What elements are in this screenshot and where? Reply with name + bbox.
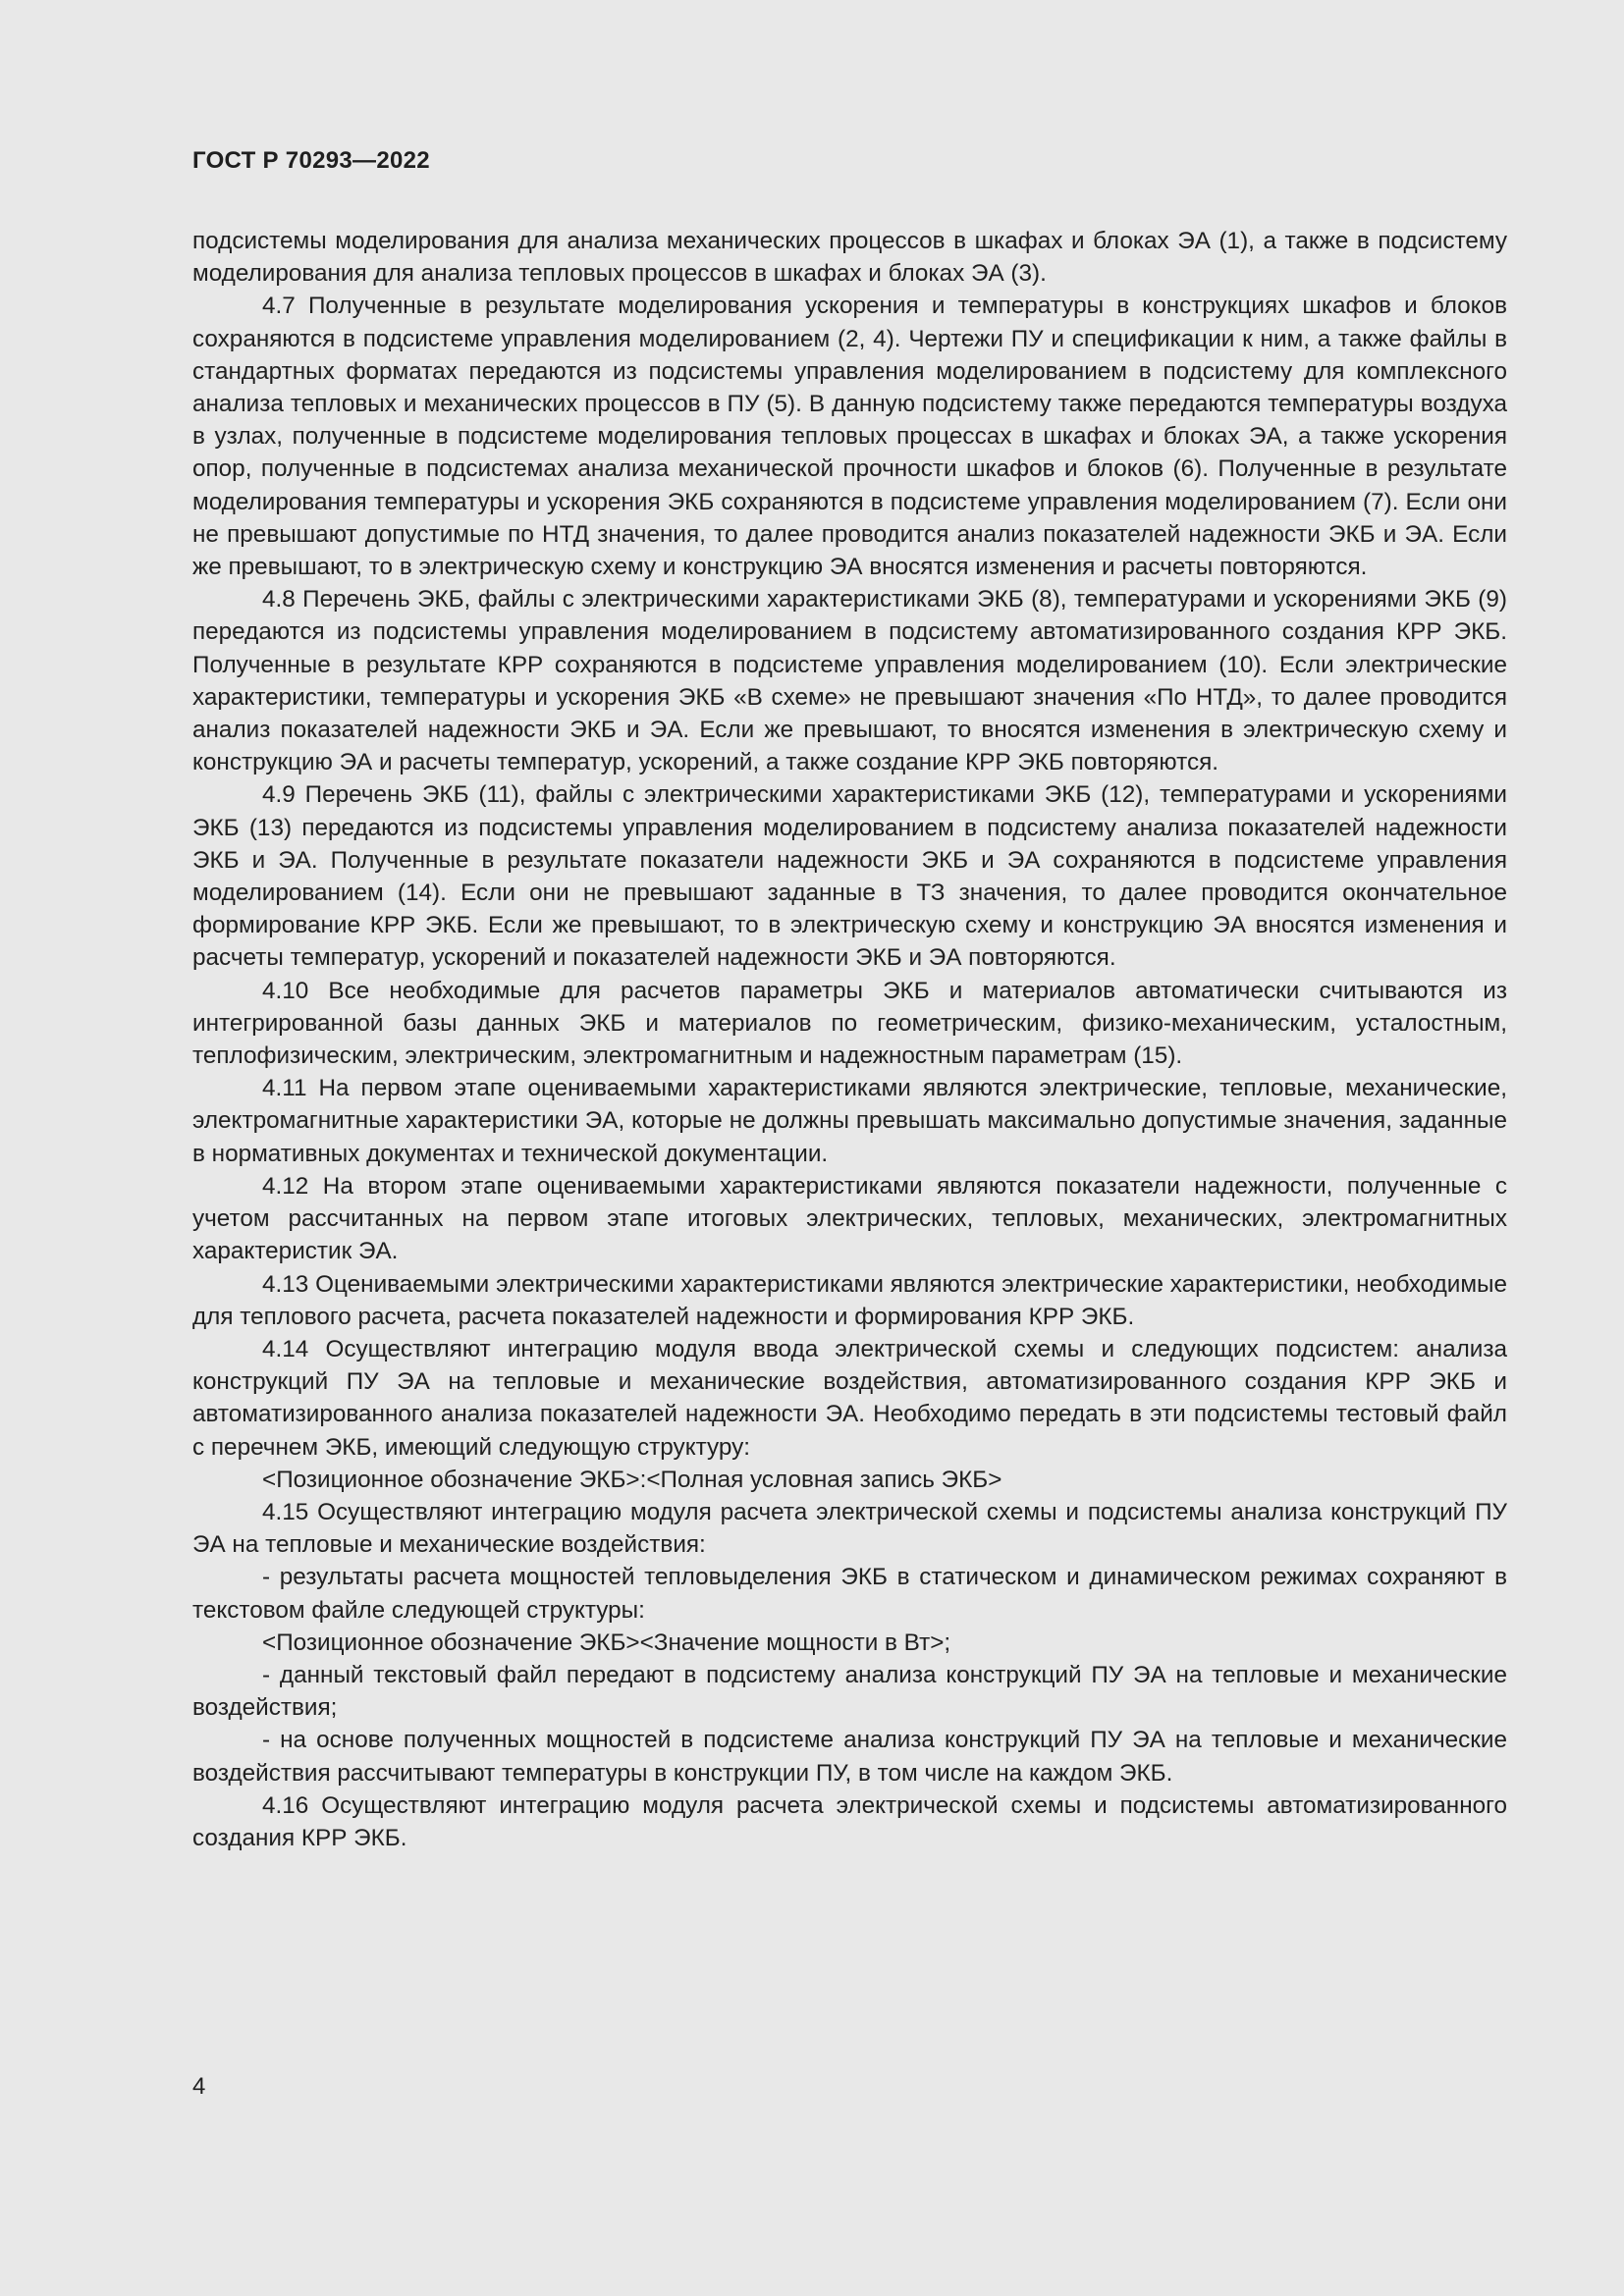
paragraph-4-7: 4.7 Полученные в результате моделирования ускорения и температуры в конструкциях шкафов и блоков сохраняются в подсистеме управления моделированием (2, 4). Чертежи ПУ и спецификации к ним, а также файлы в стандартных форматах передаются из подсистемы управления моделированием в подсистему для комплексного анализа тепловых и механических процессов в ПУ (5). В данную подсистему также передаются температуры воздуха в узлах, полученные в подсистеме моделирования тепловых процессах в шкафах и блоках ЭА, а также ускорения опор, полученные в подсистемах анализа механической прочности шкафов и блоков (6). Полученные в результате моделирования температуры и ускорения ЭКБ сохраняются в подсистеме управления моделированием (7). Если они не превышают допустимые по НТД значения, то далее проводится анализ показателей надежности ЭКБ и ЭА. Если же превышают, то в электрическую схему и конструкцию ЭА вносятся изменения и расчеты повторяются. xyxy=(192,293,1507,581)
paragraph-4-8: 4.8 Перечень ЭКБ, файлы с электрическими характеристиками ЭКБ (8), температурами и ускорениями ЭКБ (9) передаются из подсистемы управления моделированием в подсистему автоматизированного создания КРР ЭКБ. Полученные в результате КРР сохраняются в подсистеме управления моделированием (10). Если электрические характеристики, температуры и ускорения ЭКБ «В схеме» не превышают значения «По НТД», то далее проводится анализ показателей надежности ЭКБ и ЭА. Если же превышают, то вносятся изменения в электрическую схему и конструкцию ЭА и расчеты температур, ускорений, а также создание КРР ЭКБ повторяются. xyxy=(192,586,1507,776)
list-item-file-transfer: - данный текстовый файл передают в подсистему анализа конструкций ПУ ЭА на тепловые и механические воздействия; xyxy=(192,1661,1507,1722)
paragraph-4-13: 4.13 Оцениваемыми электрическими характеристиками являются электрические характеристики, необходимые для теплового расчета, расчета показателей надежности и формирования КРР ЭКБ. xyxy=(192,1270,1507,1330)
paragraph-4-12: 4.12 На втором этапе оцениваемыми характеристиками являются показатели надежности, полученные с учетом рассчитанных на первом этапе итоговых электрических, тепловых, механических, электромагнитных характеристик ЭА. xyxy=(192,1172,1507,1265)
paragraph-4-11: 4.11 На первом этапе оцениваемыми характеристиками являются электрические, тепловые, механические, электромагнитные характеристики ЭА, которые не должны превышать максимально допустимые значения, заданные в нормативных документах и технической документации. xyxy=(192,1075,1507,1167)
document-body xyxy=(192,225,1507,1854)
file-structure-line-2: <Позиционное обозначение ЭКБ><Значение мощности в Вт>; xyxy=(262,1629,951,1656)
file-structure-line-1: <Позиционное обозначение ЭКБ>:<Полная условная запись ЭКБ> xyxy=(262,1466,1002,1493)
paragraph-4-10: 4.10 Все необходимые для расчетов параметры ЭКБ и материалов автоматически считываются из интегрированной базы данных ЭКБ и материалов по геометрическим, физико-механическим, усталостным, теплофизическим, электрическим, электромагнитным и надежностным параметрам (15). xyxy=(192,977,1507,1070)
list-item-power-results: - результаты расчета мощностей тепловыделения ЭКБ в статическом и динамическом режимах сохраняют в текстовом файле следующей структуры: xyxy=(192,1564,1507,1624)
paragraph-4-14: 4.14 Осуществляют интеграцию модуля ввода электрической схемы и следующих подсистем: анализа конструкций ПУ ЭА на тепловые и механические воздействия, автоматизированного создания КРР ЭКБ и автоматизированного анализа показателей надежности ЭА. Необходимо передать в эти подсистемы тестовый файл с перечнем ЭКБ, имеющий следующую структуру: xyxy=(192,1335,1507,1461)
paragraph-4-9: 4.9 Перечень ЭКБ (11), файлы с электрическими характеристиками ЭКБ (12), температурами и ускорениями ЭКБ (13) передаются из подсистемы управления моделированием в подсистему анализа показателей надежности ЭКБ и ЭА. Полученные в результате показатели надежности ЭКБ и ЭА сохраняются в подсистеме управления моделированием (14). Если они не превышают заданные в ТЗ значения, то далее проводится окончательное формирование КРР ЭКБ. Если же превышают, то в электрическую схему и конструкцию ЭА вносятся изменения и расчеты температур, ускорений и показателей надежности ЭКБ и ЭА повторяются. xyxy=(192,781,1507,972)
page-number: 4 xyxy=(192,2073,206,2100)
document-header: ГОСТ Р 70293—2022 xyxy=(192,147,430,174)
paragraph-continuation: подсистемы моделирования для анализа механических процессов в шкафах и блоках ЭА (1), а также в подсистему моделирования для анализа тепловых процессов в шкафах и блоках ЭА (3). xyxy=(192,228,1507,288)
list-item-temperature-calc: - на основе полученных мощностей в подсистеме анализа конструкций ПУ ЭА на тепловые и механические воздействия рассчитывают температуры в конструкции ПУ, в том числе на каждом ЭКБ. xyxy=(192,1727,1507,1787)
paragraph-4-15: 4.15 Осуществляют интеграцию модуля расчета электрической схемы и подсистемы анализа конструкций ПУ ЭА на тепловые и механические воздействия: xyxy=(192,1498,1507,1559)
paragraph-4-16: 4.16 Осуществляют интеграцию модуля расчета электрической схемы и подсистемы автоматизированного создания КРР ЭКБ. xyxy=(192,1791,1507,1851)
